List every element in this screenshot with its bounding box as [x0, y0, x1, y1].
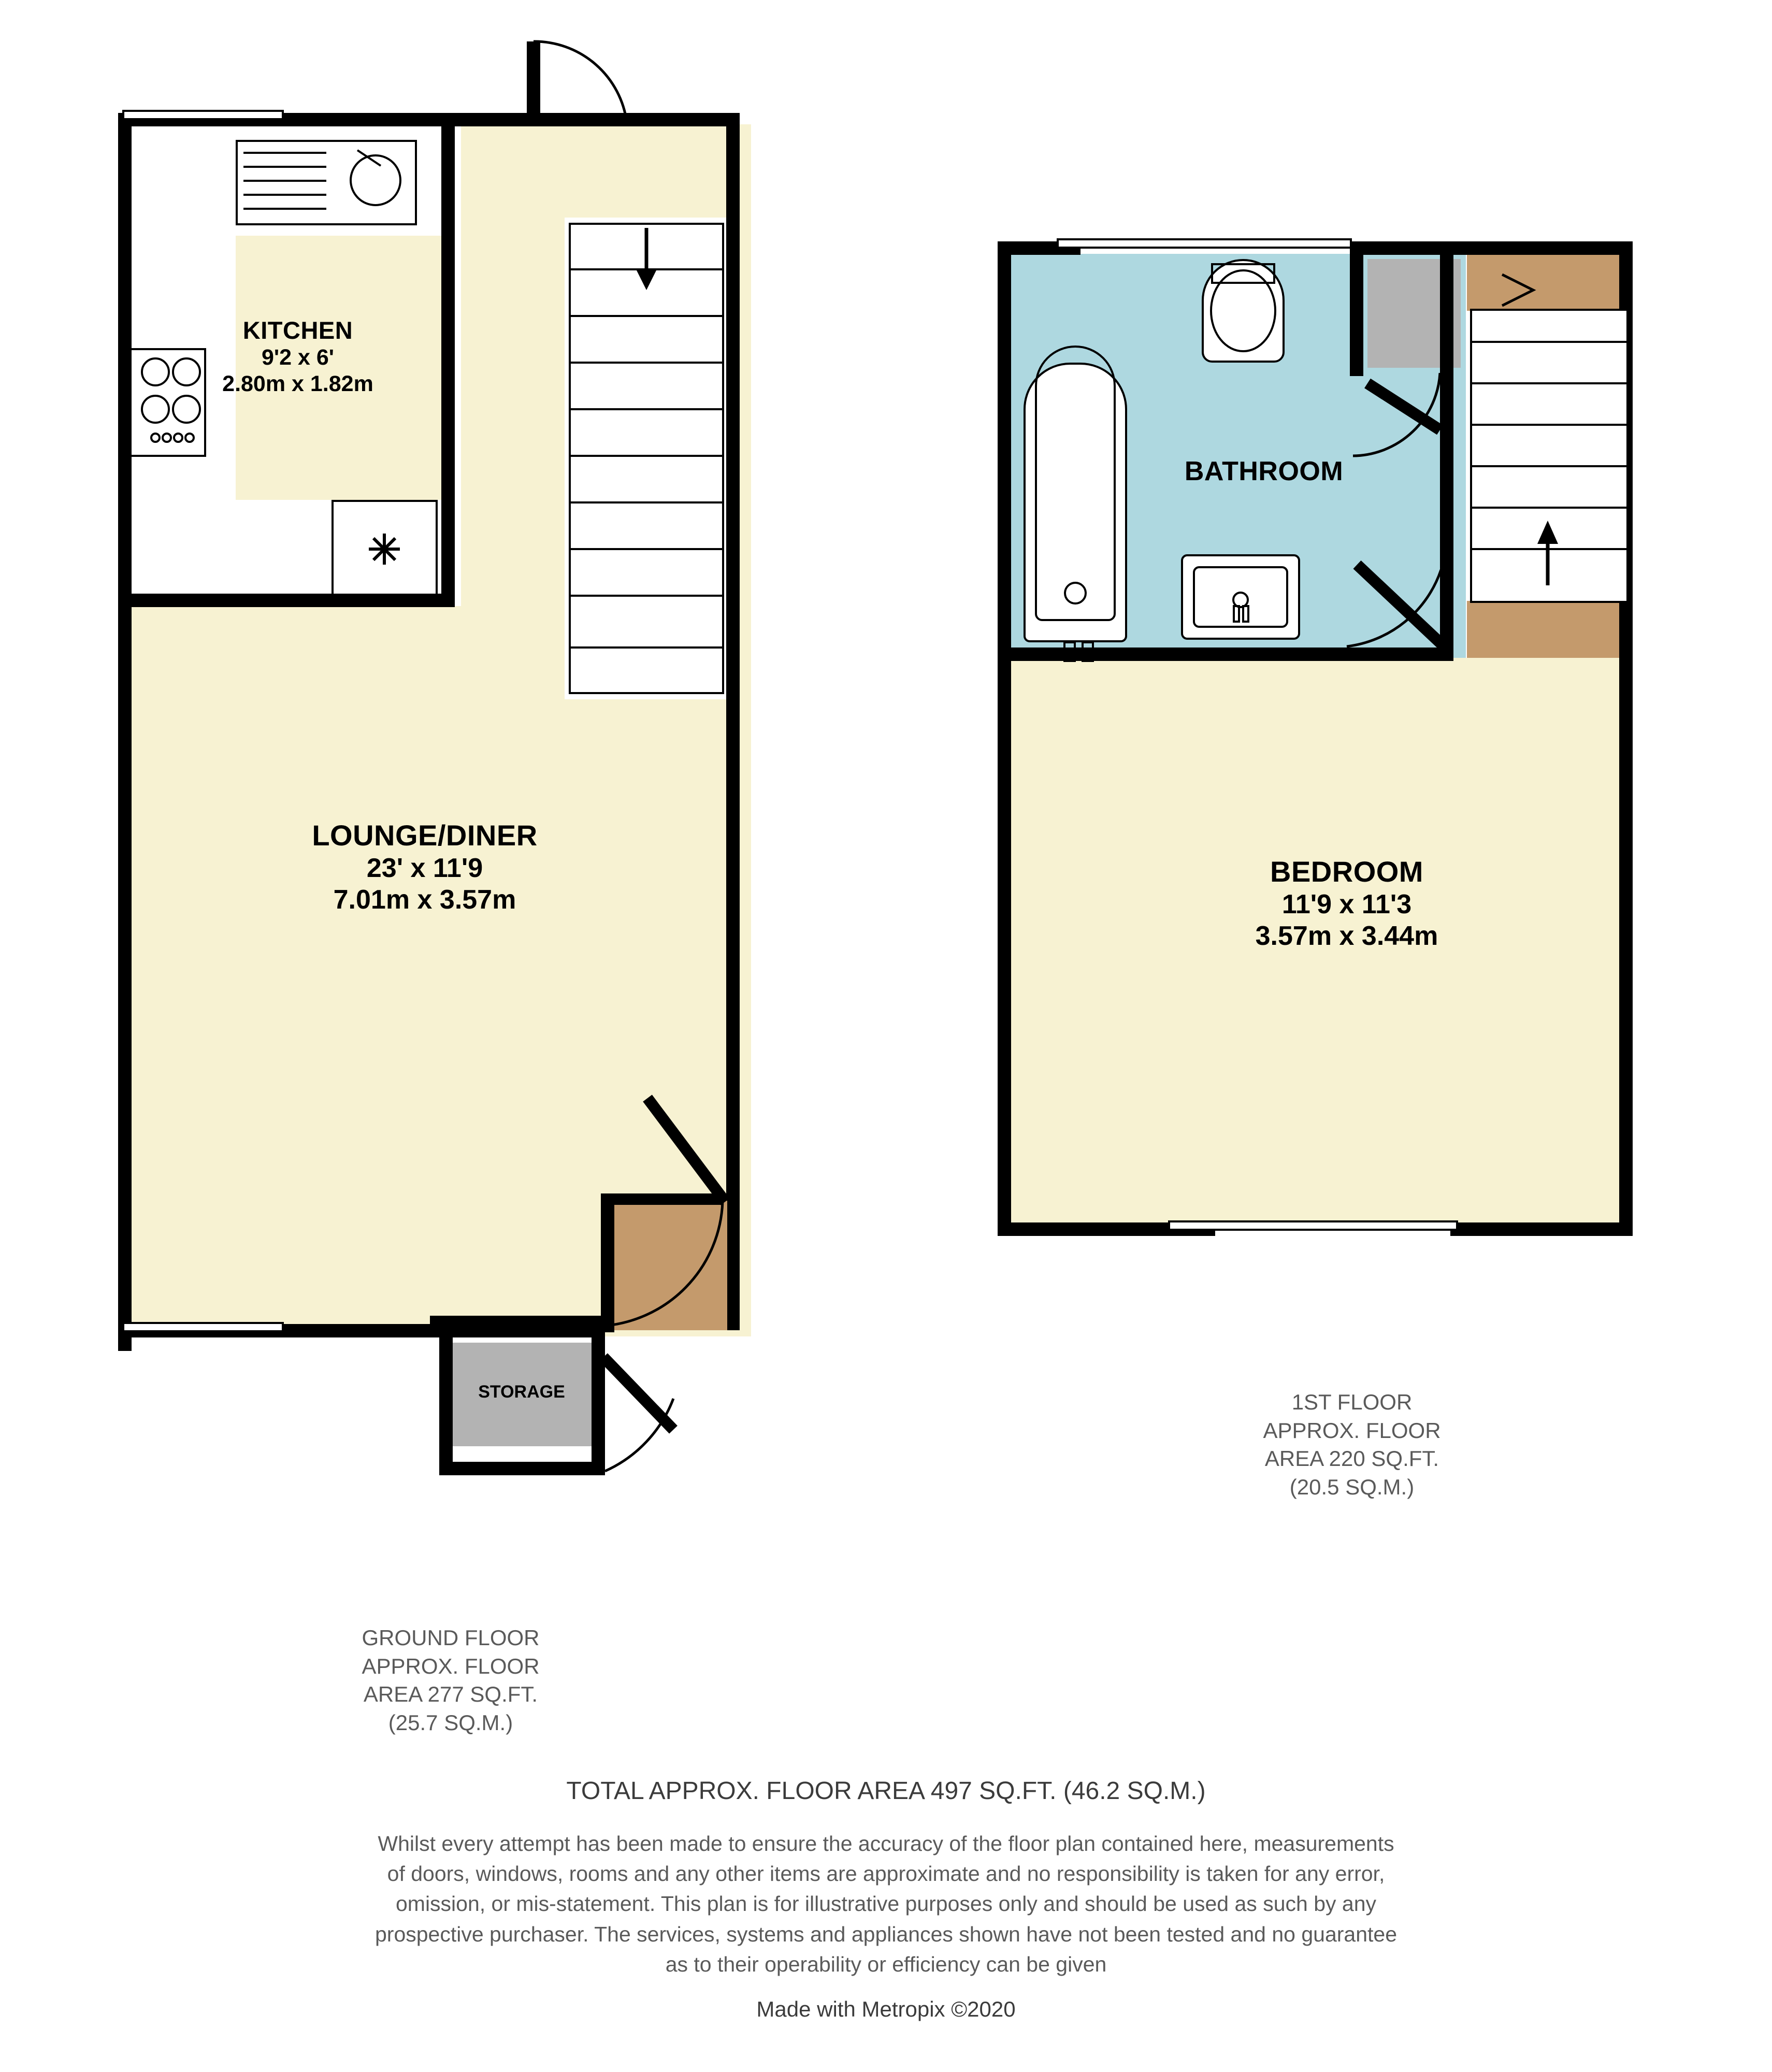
wall-storage-left — [439, 1330, 453, 1475]
window-lounge-bottom — [122, 1322, 284, 1332]
window-bathroom-top — [1057, 238, 1352, 249]
wall-first-left — [998, 241, 1011, 1236]
window-kitchen-top — [122, 110, 284, 120]
room-label-bathroom: BATHROOM — [1184, 456, 1344, 486]
disclaimer-text: Whilst every attempt has been made to ensure the accuracy of the floor plan contained here, measurements of doors, windows, rooms and any other items are approximate and no responsibility is taken for any error, omission, or mis-statement. This plan is for illustrative purposes only and should be used as such by any prospective purchaser. The services, systems and appliances shown have not been tested and no guarantee as to their operability or efficiency can be given — [374, 1832, 1398, 1976]
sink-icon — [236, 140, 417, 225]
staircase-down-icon — [569, 223, 724, 694]
wall-first-bottom-right — [1450, 1222, 1633, 1236]
wall-bathroom-right-upper — [1350, 241, 1363, 376]
entrance-threshold — [605, 1201, 727, 1330]
door-leaf-storage — [603, 1357, 673, 1430]
room-label-bedroom: BEDROOM 11'9 x 11'3 3.57m x 3.44m — [1255, 855, 1438, 952]
wall-landing-left — [1440, 241, 1453, 661]
wall-ground-right — [726, 113, 740, 1330]
total-floor-area: TOTAL APPROX. FLOOR AREA 497 SQ.FT. (46.2 SQ.M.) — [566, 1777, 1206, 1805]
wall-storage-right — [592, 1330, 605, 1475]
room-label-storage: STORAGE — [478, 1382, 565, 1402]
bathtub-icon — [1024, 363, 1127, 642]
room-label-lounge-diner: LOUNGE/DINER 23' x 11'9 7.01m x 3.57m — [312, 819, 538, 915]
made-with-credit: Made with Metropix ©2020 — [756, 1997, 1016, 2021]
fridge-freezer-icon — [332, 500, 438, 596]
room-label-kitchen: KITCHEN 9'2 x 6' 2.80m x 1.82m — [222, 316, 373, 397]
wall-storage-bottom — [439, 1462, 605, 1475]
washbasin-icon — [1181, 554, 1300, 640]
wall-ground-left — [118, 113, 132, 1351]
window-bedroom-bottom — [1168, 1220, 1458, 1231]
wall-first-top-right — [1350, 241, 1633, 255]
toilet-icon — [1202, 259, 1285, 363]
door-swing-storage — [605, 1399, 673, 1471]
wall-bathroom-bottom — [998, 648, 1453, 661]
staircase-up-icon — [1470, 309, 1629, 603]
first-floor-area-caption: 1ST FLOOR APPROX. FLOOR AREA 220 SQ.FT. (20.5 SQ.M.) — [1263, 1390, 1441, 1499]
ground-floor-area-caption: GROUND FLOOR APPROX. FLOOR AREA 277 SQ.FT. (25.7 SQ.M.) — [362, 1625, 540, 1735]
landing-threshold-bottom — [1467, 601, 1633, 658]
wall-ground-bottom-mid — [430, 1316, 601, 1337]
door-swing-kitchen-entry — [534, 41, 627, 122]
wall-entrance-left — [601, 1197, 614, 1332]
